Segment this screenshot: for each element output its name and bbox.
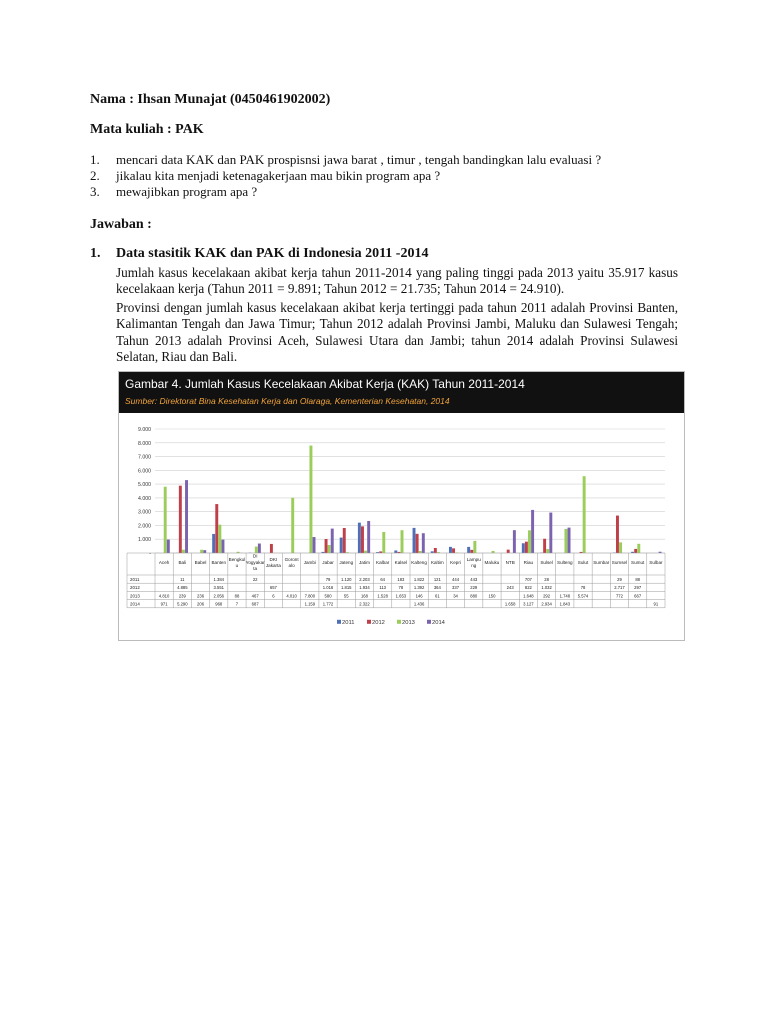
bar-2012 [361,526,364,553]
bar-2012 [543,539,546,553]
bar-2014 [258,544,261,553]
x-tick-label: NTB [505,560,515,565]
x-tick-label: DI [252,553,258,559]
data-label: 239 [178,593,186,599]
question-number: 2. [90,168,100,183]
data-label: 1.748 [559,593,571,599]
bar-2012 [215,504,218,553]
data-label: 229 [470,585,478,591]
y-tick-label: 8.000 [138,440,151,447]
data-label: 168 [360,593,368,599]
data-label: 64 [380,576,386,582]
data-label: 206 [197,601,205,607]
data-label: 1.120 [341,576,352,582]
bar-2014 [185,480,188,553]
x-tick-label: Sumsel [611,560,628,565]
legend-swatch [397,620,401,624]
bar-2014 [568,528,571,553]
legend-swatch [337,620,341,624]
y-tick-label: 4.000 [138,495,151,502]
data-label: 1.528 [377,593,388,599]
x-tick-label: Yogyakar [245,559,265,565]
bar-2014 [203,550,206,553]
bar-2013 [309,446,312,553]
data-label: 34 [453,593,458,599]
bar-2011 [212,534,215,553]
data-label: 78 [580,585,586,591]
x-tick-label: Sulteng [557,560,573,565]
data-label: 243 [506,585,514,591]
bar-2014 [513,530,516,553]
bar-2014 [167,540,170,553]
x-tick-label: Bali [178,560,187,565]
bar-2014 [331,529,334,553]
data-label: 1.934 [359,585,370,591]
y-tick-label: 2.000 [138,523,151,530]
bar-2011 [413,528,416,553]
x-tick-label: Sumbar [593,560,610,565]
x-tick-label: Jakarta [265,563,281,568]
bar-2013 [200,550,203,553]
bar-2012 [416,534,419,553]
data-label: 687 [251,601,259,607]
bar-2012 [452,548,455,553]
x-tick-label: Kalteng [411,560,427,565]
data-label: 292 [543,593,551,599]
data-label: 78 [398,585,404,591]
data-label: 183 [397,576,405,582]
bar-2013 [473,541,476,553]
data-label: 1.822 [413,576,425,582]
data-label: 5.290 [177,601,188,607]
bar-2014 [422,533,425,553]
legend-label: 2011 [342,619,355,626]
data-label: 467 [251,593,259,599]
x-tick-label: Kalbar [376,560,390,565]
data-label: 7 [235,601,239,607]
bar-2013 [619,542,622,553]
section-title: Data stasitik KAK dan PAK di Indonesia 2011 -2014 [116,246,429,261]
legend-swatch [427,620,431,624]
data-label: 580 [324,593,332,599]
table-row-label: 2013 [130,593,140,599]
bar-2014 [549,513,552,553]
paragraph-provinces [116,300,678,366]
question-number: 3. [90,184,100,199]
question-text: mencari data KAK dan PAK prospisnsi jawa barat , timur , tengah bandingkan lalu evaluasi ? [116,152,602,167]
question-text: jikalau kita menjadi ketenagakerjaan mau bikin program apa ? [116,168,441,183]
x-tick-label: ta [253,566,258,571]
table-row-label: 2014 [130,601,140,607]
figure-body [119,413,684,640]
chart-figure [118,371,685,641]
data-label: 7.800 [304,593,316,599]
data-label: 146 [415,593,423,599]
y-tick-label: - [149,551,151,557]
y-tick-label: 6.000 [138,468,151,475]
x-tick-label: Jateng [339,560,354,565]
data-label: 6 [272,593,275,599]
x-tick-label: Sulsel [540,560,553,565]
legend-swatch [367,620,371,624]
data-label: 971 [160,601,168,607]
data-label: 337 [452,585,460,591]
x-tick-label: Jatim [358,560,370,565]
x-tick-label: Goront [284,556,299,562]
bar-2011 [467,547,470,553]
x-tick-label: alo [288,563,295,568]
data-label: 4.010 [286,593,297,599]
data-label: 61 [434,593,440,599]
bar-2014 [367,521,370,553]
legend-label: 2014 [432,619,445,626]
y-tick-label: 9.000 [138,427,151,433]
data-label: 113 [379,585,387,591]
data-label: 11 [180,576,185,582]
data-label: 2.203 [359,576,370,582]
data-label: 1.815 [341,585,352,591]
bar-2012 [507,550,510,553]
data-label: 4.885 [177,585,188,591]
x-tick-label: ng [471,563,477,568]
question-item [90,184,257,200]
data-label: 88 [635,576,641,582]
data-label: 1.843 [559,601,571,607]
figure-title: Gambar 4. Jumlah Kasus Kecelakaan Akibat Kerja (KAK) Tahun 2011-2014 [125,377,525,391]
data-label: 236 [197,593,205,599]
data-label: 880 [470,593,478,599]
data-label: 1.159 [304,601,316,607]
bar-2012 [325,539,328,553]
x-tick-label: DKI [269,556,278,562]
figure-source: Sumber: Direktorat Bina Kesehatan Kerja dan Olaraga, Kementerian Kesehatan, 2014 [125,396,450,406]
x-tick-label: Sulbar [649,560,663,565]
data-label: 3.551 [213,585,224,591]
legend-label: 2012 [372,619,385,626]
x-tick-label: Sumut [631,560,645,565]
y-tick-label: 5.000 [138,482,151,489]
x-tick-label: Kepri [450,560,461,565]
data-label: 28 [544,576,549,582]
table-row-label: 2011 [130,576,140,582]
bar-2013 [255,547,258,553]
data-label: 1.772 [322,601,334,607]
bar-2011 [522,543,525,553]
bar-2013 [401,530,404,553]
data-label: 91 [653,601,659,607]
figure-header [119,372,684,413]
question-item [90,168,440,184]
bar-2012 [434,548,437,553]
bar-chart [119,413,684,640]
bar-2013 [328,545,331,553]
bar-2012 [616,516,619,553]
x-tick-label: Kaltim [430,560,444,565]
data-label: 822 [524,585,532,591]
bar-2012 [525,542,528,553]
data-label: 707 [524,576,532,582]
data-label: 772 [615,593,623,599]
bar-2011 [358,523,361,553]
section-number: 1. [90,246,101,261]
data-label: 2.322 [359,601,370,607]
x-tick-label: Jabar [322,560,334,565]
data-label: 29 [617,576,622,582]
x-tick-label: Riau [523,560,534,565]
data-label: 1.392 [413,585,425,591]
data-label: 4.810 [158,593,170,599]
bar-2013 [528,530,531,553]
x-tick-label: Jambi [303,560,316,565]
question-item [90,152,601,168]
bar-2014 [313,537,316,553]
data-label: 1.016 [322,585,334,591]
bar-2014 [531,510,534,553]
course-name: Mata kuliah : PAK [90,122,204,137]
bar-2014 [221,540,224,553]
table-row-label: 2012 [130,585,140,591]
data-label: 1.648 [523,593,534,599]
x-tick-label: Kalsel [394,560,408,565]
section-heading [90,246,428,262]
bar-2011 [431,551,434,553]
data-label: 1.436 [413,601,425,607]
data-label: 667 [634,593,642,599]
data-label: 2.717 [614,585,625,591]
bar-2013 [546,549,549,553]
x-tick-label: Lampu [466,556,481,562]
bar-2011 [394,550,397,553]
y-tick-label: 3.000 [138,509,151,516]
paragraph-text: Jumlah kasus kecelakaan akibat kerja tahun 2011-2014 yang paling tinggi pada 2013 yaitu 35.917 kasus kecelakaan kerja (Tahun 2011 = 9.891; Tahun 2012 = 21.735; Tahun 2014 = 24.910). [116,265,678,297]
bar-2013 [182,550,185,553]
bar-2012 [270,544,273,553]
paragraph-summary [116,265,678,298]
bar-2013 [382,532,385,553]
x-tick-label: Sulut [577,560,589,565]
bar-2013 [364,551,367,553]
bar-2013 [492,551,495,553]
bar-2013 [564,529,567,553]
legend-label: 2013 [402,619,415,626]
data-label: 121 [433,576,441,582]
bar-2013 [637,544,640,553]
data-label: 2.056 [213,593,224,599]
data-label: 22 [252,576,258,582]
data-label: 3.127 [523,601,534,607]
data-label: 150 [488,593,496,599]
bar-2013 [583,476,586,553]
data-label: 297 [634,585,642,591]
question-text: mewajibkan program apa ? [116,184,258,199]
paragraph-text: Provinsi dengan jumlah kasus kecelakaan akibat kerja tertinggi pada tahun 2011 adalah Provinsi Banten, Kalimantan Tengah dan Jawa Timur; Tahun 2012 adalah Provinsi Jambi, Maluku dan Sulawesi Tengah; Tahun 2013 adalah Provinsi Aceh, Sulawesi Utara dan Jambi; tahun 2014 adalah Provinsi Sulawesi Selatan, Riau dan Bali. [116,300,678,365]
x-tick-label: u [235,563,239,568]
data-label: 1.658 [504,601,516,607]
data-label: 443 [470,576,478,582]
x-tick-label: Babel [194,560,207,565]
bar-2013 [218,525,221,553]
bar-2012 [343,528,346,553]
data-label: 88 [234,593,240,599]
y-tick-label: 1.000 [138,537,151,544]
data-label: 1.032 [541,585,552,591]
data-label: 55 [343,593,349,599]
student-name: Nama : Ihsan Munajat (0450461902002) [90,92,331,107]
bar-2011 [449,547,452,553]
bar-2012 [470,550,473,553]
answers-heading: Jawaban : [90,217,152,232]
data-label: 364 [433,585,441,591]
data-label: 5.574 [577,593,589,599]
bar-2013 [291,498,294,553]
bar-2012 [179,486,182,553]
bar-2012 [634,549,637,553]
x-tick-label: Banten [211,560,227,565]
bar-2013 [164,487,167,553]
x-tick-label: Bengkul [228,556,246,562]
data-label: 1.653 [395,593,407,599]
data-label: 444 [452,576,460,582]
y-tick-label: 7.000 [138,454,151,461]
data-label: 1.384 [213,576,224,582]
data-label: 2.934 [541,601,552,607]
data-label: 968 [215,601,223,607]
data-label: 657 [269,585,277,591]
question-number: 1. [90,152,100,167]
bar-2011 [340,538,343,553]
bar-2013 [419,551,422,553]
x-tick-label: Aceh [158,560,170,565]
x-tick-label: Maluku [484,560,500,565]
data-label: 79 [325,576,331,582]
